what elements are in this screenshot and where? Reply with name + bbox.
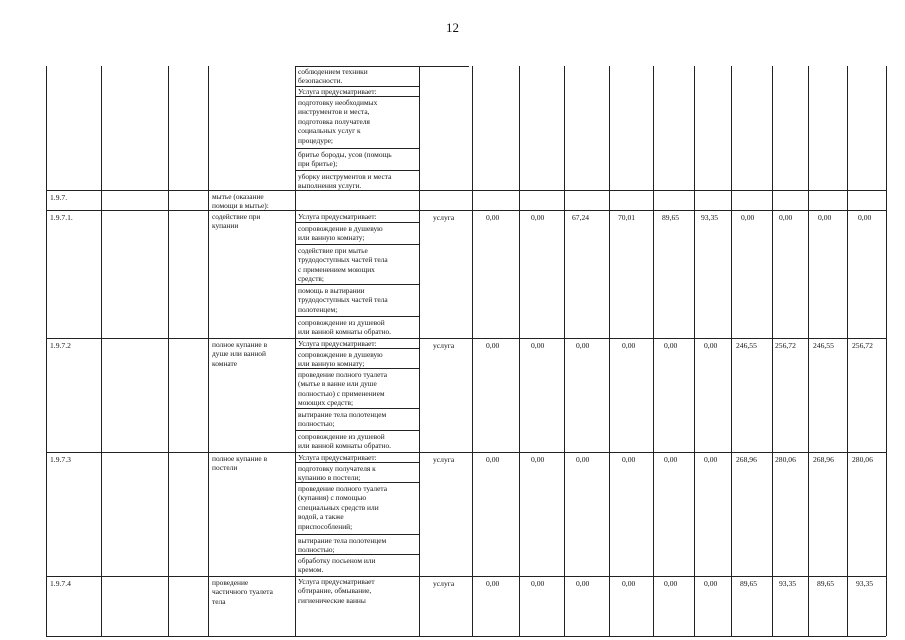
col-line (46, 66, 47, 636)
value-cell: 0,00 (858, 213, 872, 222)
row-name: полное купание в постели (212, 454, 268, 473)
col-line (886, 66, 887, 636)
col-line (168, 66, 169, 636)
service-item: Услуга предусматривает: (298, 87, 377, 96)
value-cell: 0,00 (664, 341, 678, 350)
item-line (296, 316, 419, 317)
service-item: содействие при мытье трудодоступных частей тела с применением моющих средств; (298, 246, 388, 284)
value-cell: 0,00 (704, 579, 718, 588)
value-cell: 0,00 (622, 579, 636, 588)
col-line (472, 66, 473, 636)
item-line (296, 408, 419, 409)
service-item: проведение полного туалета (мытье в ванне или душе полностью) с применением моющих средств; (298, 370, 387, 408)
value-cell: 89,65 (662, 213, 680, 222)
value-cell: 70,01 (618, 213, 636, 222)
col-line (694, 66, 695, 636)
service-item: помощь в вытирании трудодоступных частей тела полотенцем; (298, 286, 388, 314)
value-cell: 268,96 (813, 455, 834, 464)
value-cell: 89,65 (817, 579, 835, 588)
service-item: обработку посьеном или кремом. (298, 556, 376, 575)
service-item: Услуга предусматривает: (298, 339, 377, 348)
col-line (208, 66, 209, 636)
value-cell: 0,00 (704, 341, 718, 350)
services-table (46, 66, 886, 636)
col-line (772, 66, 773, 636)
value-cell: 280,06 (775, 455, 796, 464)
unit-cell: услуга (433, 579, 455, 588)
item-line (296, 148, 419, 149)
row-name: проведение частичного туалета тела (212, 578, 273, 606)
service-item: соблюдением техники безопасности. (298, 67, 368, 86)
value-cell: 67,24 (572, 213, 590, 222)
row-line (46, 190, 886, 191)
value-cell: 0,00 (779, 213, 793, 222)
value-cell: 268,96 (736, 455, 757, 464)
value-cell: 0,00 (818, 213, 832, 222)
col-line (808, 66, 809, 636)
value-cell: 0,00 (486, 341, 500, 350)
value-cell: 0,00 (486, 579, 500, 588)
value-cell: 0,00 (486, 455, 500, 464)
item-line (296, 244, 419, 245)
col-line (519, 66, 520, 636)
service-item: вытирание тела полотенцем полностью; (298, 410, 387, 429)
row-code: 1.9.7.2 (50, 341, 71, 350)
value-cell: 0,00 (576, 341, 590, 350)
unit-cell: услуга (433, 213, 455, 222)
value-cell: 93,35 (779, 579, 797, 588)
service-item: бритье бороды, усов (помощь при бритье); (298, 150, 392, 169)
value-cell: 280,06 (852, 455, 873, 464)
col-line (731, 66, 732, 636)
value-cell: 246,55 (736, 341, 757, 350)
col-line (564, 66, 565, 636)
value-cell: 0,00 (664, 579, 678, 588)
row-line (46, 210, 886, 211)
value-cell: 0,00 (531, 579, 545, 588)
service-item: уборку инструментов и места выполнения услуги. (298, 172, 392, 191)
service-item: подготовку получателя к купанию в постели; (298, 464, 376, 483)
col-line (101, 66, 102, 636)
row-code: 1.9.7. (50, 193, 68, 202)
row-name: мытье (оказание помощи в мытье): (212, 192, 269, 211)
value-cell: 0,00 (486, 213, 500, 222)
value-cell: 0,00 (622, 455, 636, 464)
row-code: 1.9.7.3 (50, 455, 71, 464)
service-item: проведение полного туалета (купания) с помощью специальных средств или водой, а также приспособлений; (298, 484, 387, 531)
unit-cell: услуга (433, 341, 455, 350)
row-line (46, 338, 886, 339)
row-line (46, 576, 886, 577)
service-item: вытирание тела полотенцем полностью; (298, 536, 387, 555)
row-code: 1.9.7.4 (50, 579, 71, 588)
value-cell: 0,00 (622, 341, 636, 350)
value-cell: 0,00 (741, 213, 755, 222)
item-line (296, 534, 419, 535)
row-name: содействие при купании (212, 212, 261, 231)
service-item: подготовку необходимых инструментов и места, подготовка получателя социальных услуг к процедуре; (298, 98, 378, 145)
item-line (296, 430, 419, 431)
value-cell: 0,00 (576, 579, 590, 588)
value-cell: 0,00 (531, 341, 545, 350)
unit-cell: услуга (433, 455, 455, 464)
service-item: сопровождение в душевую или ванную комнату; (298, 350, 383, 369)
row-line (46, 636, 886, 637)
row-line (46, 452, 886, 453)
value-cell: 0,00 (704, 455, 718, 464)
value-cell: 93,35 (701, 213, 719, 222)
page-number: 12 (446, 20, 459, 35)
value-cell: 256,72 (775, 341, 796, 350)
service-item: Услуга предусматривает обтирание, обмывание, гигиенические ванны (298, 577, 375, 605)
col-line (847, 66, 848, 636)
item-line (296, 284, 419, 285)
col-line (609, 66, 610, 636)
col-line (419, 66, 420, 636)
item-line (296, 222, 419, 223)
service-item: сопровождение из душевой или ванной комнаты обратно. (298, 318, 392, 337)
col-line (295, 66, 296, 636)
value-cell: 93,35 (856, 579, 874, 588)
service-item: Услуга предусматривает: (298, 453, 377, 462)
row-name: полное купание в душе или ванной комнате (212, 340, 268, 368)
value-cell: 256,72 (852, 341, 873, 350)
item-line (296, 170, 419, 171)
service-item: сопровождение из душевой или ванной комнаты обратно. (298, 432, 392, 451)
value-cell: 0,00 (531, 213, 545, 222)
row-code: 1.9.7.1. (50, 213, 73, 222)
service-item: Услуга предусматривает: (298, 212, 377, 221)
col-line (653, 66, 654, 636)
value-cell: 0,00 (576, 455, 590, 464)
value-cell: 89,65 (740, 579, 758, 588)
value-cell: 246,55 (813, 341, 834, 350)
value-cell: 0,00 (664, 455, 678, 464)
value-cell: 0,00 (531, 455, 545, 464)
service-item: сопровождение в душевую или ванную комнату; (298, 224, 383, 243)
